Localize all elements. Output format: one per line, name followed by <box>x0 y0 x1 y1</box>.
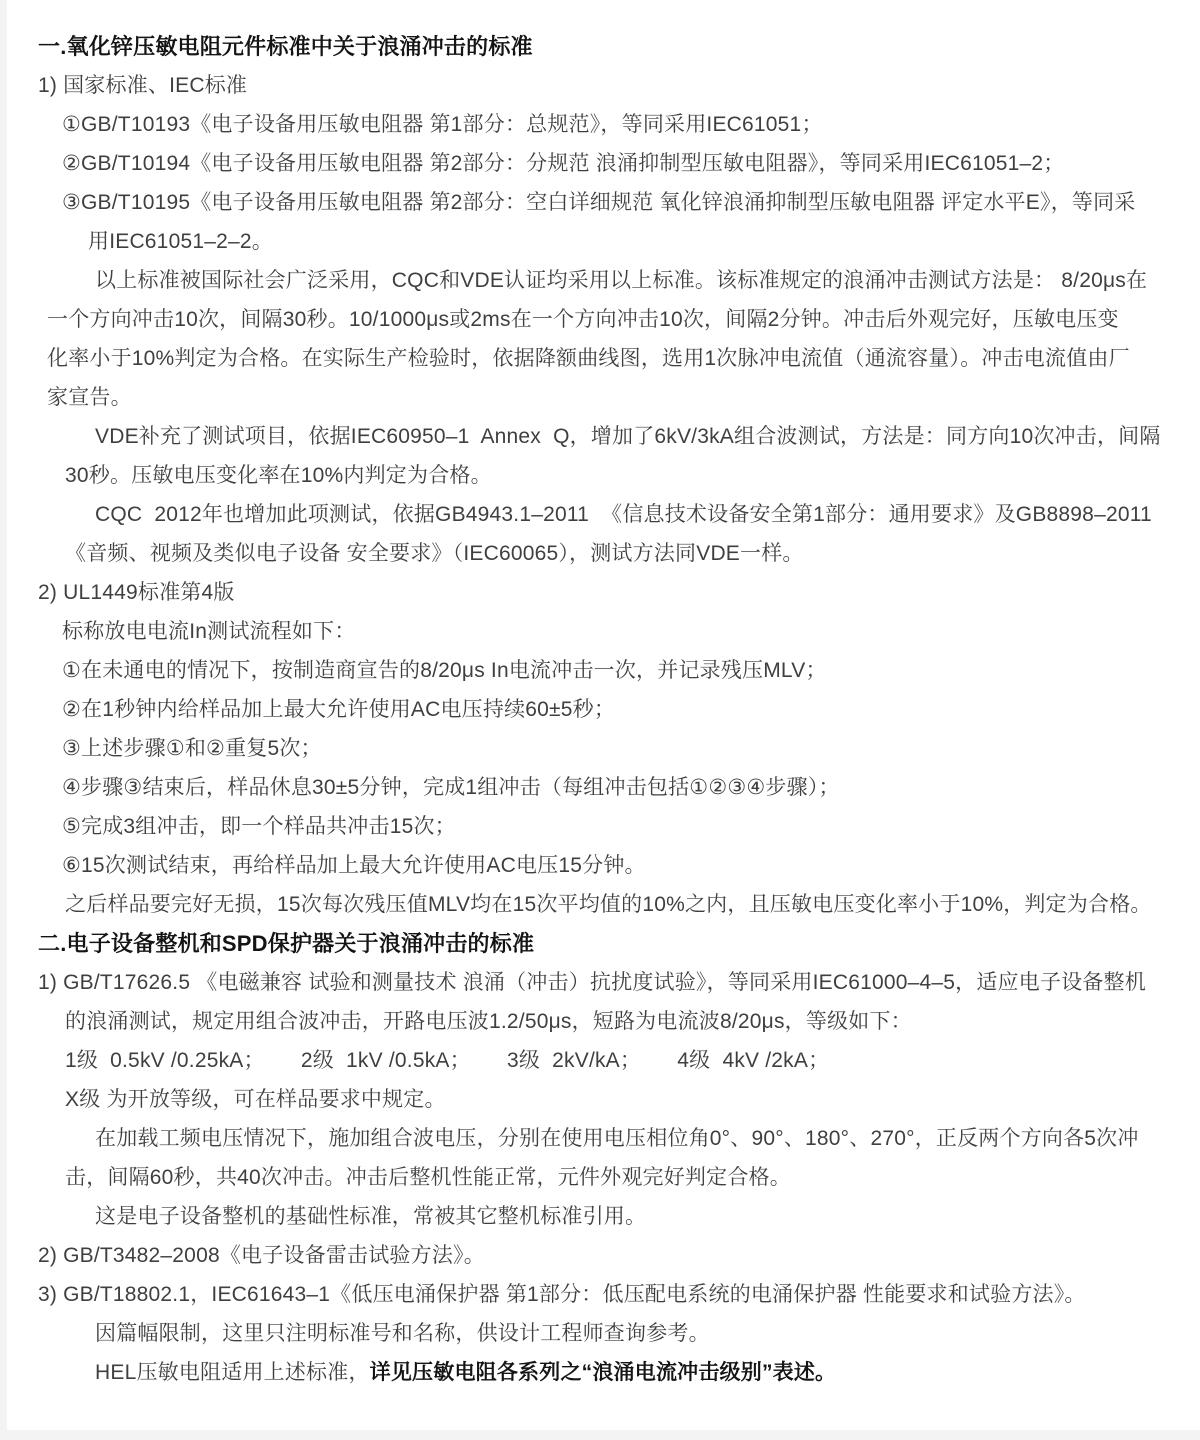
list-item-1-gbt17626: 1) GB/T17626.5 《电磁兼容 试验和测量技术 浪涌（冲击）抗扰度试验》，等同采用IEC61000–4–5，适应电子设备整机 <box>38 971 1146 994</box>
list-item-1-national-iec: 1) 国家标准、IEC标准 <box>38 74 248 97</box>
text-line: X级 为开放等级，可在样品要求中规定。 <box>65 1088 446 1111</box>
text-line: ②在1秒钟内给样品加上最大允许使用AC电压持续60±5秒； <box>62 698 616 721</box>
closing-line <box>95 1353 1170 1392</box>
closing-line-bold: 详见压敏电阻各系列之“浪涌电流冲击级别”表述。 <box>369 1361 837 1384</box>
text-line: 化率小于10%判定为合格。在实际生产检验时，依据降额曲线图，选用1次脉冲电流值（通流容量）。冲击电流值由厂 <box>47 347 1130 370</box>
text-line: 之后样品要完好无损，15次每次残压值MLV均在15次平均值的10%之内，且压敏电压变化率小于10%，判定为合格。 <box>65 893 1152 916</box>
section-1-heading: 一.氧化锌压敏电阻元件标准中关于浪涌冲击的标准 <box>38 34 533 59</box>
text-line: 以上标准被国际社会广泛采用，CQC和VDE认证均采用以上标准。该标准规定的浪涌冲击测试方法是： 8/20μs在 <box>95 269 1148 292</box>
text-line: ③上述步骤①和②重复5次； <box>62 737 322 760</box>
text-line: 击，间隔60秒，共40次冲击。冲击后整机性能正常，元件外观完好判定合格。 <box>65 1166 791 1189</box>
list-item-2-gbt3482: 2) GB/T3482–2008《电子设备雷击试验方法》。 <box>38 1244 485 1267</box>
list-item-2-ul1449: 2) UL1449标准第4版 <box>38 581 235 604</box>
text-line: ④步骤③结束后，样品休息30±5分钟，完成1组冲击（每组冲击包括①②③④步骤）； <box>62 776 840 799</box>
page-edge-bottom <box>0 1430 1200 1440</box>
text-line: 因篇幅限制，这里只注明标准号和名称，供设计工程师查询参考。 <box>95 1322 710 1345</box>
text-line: 标称放电电流In测试流程如下： <box>62 620 356 643</box>
text-line: 用IEC61051–2–2。 <box>88 230 273 253</box>
closing-line-regular: HEL压敏电阻适用上述标准， <box>95 1361 370 1384</box>
text-line: 一个方向冲击10次，间隔30秒。10/1000μs或2ms在一个方向冲击10次，间隔2分钟。冲击后外观完好，压敏电压变 <box>47 308 1119 331</box>
surge-levels-line: 1级 0.5kV /0.25kA； 2级 1kV /0.5kA； 3级 2kV/kA； 4级 4kV /2kA； <box>65 1049 830 1072</box>
text-line: 的浪涌测试，规定用组合波冲击，开路电压波1.2/50μs，短路为电流波8/20μs，等级如下： <box>65 1010 912 1033</box>
text-line: ②GB/T10194《电子设备用压敏电阻器 第2部分：分规范 浪涌抑制型压敏电阻器》，等同采用IEC61051–2； <box>62 152 1065 175</box>
text-line: ⑤完成3组冲击，即一个样品共冲击15次； <box>62 815 456 838</box>
text-line: ⑥15次测试结束，再给样品加上最大允许使用AC电压15分钟。 <box>62 854 646 877</box>
section-2-heading: 二.电子设备整机和SPD保护器关于浪涌冲击的标准 <box>38 931 535 956</box>
text-line: 30秒。压敏电压变化率在10%内判定为合格。 <box>65 464 492 487</box>
text-line: ③GB/T10195《电子设备用压敏电阻器 第2部分：空白详细规范 氧化锌浪涌抑制型压敏电阻器 评定水平E》，等同采 <box>62 191 1136 214</box>
text-line: 家宣告。 <box>47 386 132 409</box>
text-line: 在加载工频电压情况下，施加组合波电压，分别在使用电压相位角0°、90°、180°、270°，正反两个方向各5次冲 <box>95 1127 1139 1150</box>
text-line: 这是电子设备整机的基础性标准，常被其它整机标准引用。 <box>95 1205 647 1228</box>
page-edge-left <box>0 0 7 1440</box>
text-line: VDE补充了测试项目，依据IEC60950–1 Annex Q，增加了6kV/3kA组合波测试，方法是：同方向10次冲击，间隔 <box>95 425 1161 448</box>
text-line: CQC 2012年也增加此项测试，依据GB4943.1–2011 《信息技术设备安全第1部分：通用要求》及GB8898–2011 <box>95 503 1152 526</box>
list-item-3-gbt18802: 3) GB/T18802.1，IEC61643–1《低压电涌保护器 第1部分：低压配电系统的电涌保护器 性能要求和试验方法》。 <box>38 1283 1086 1306</box>
text-line: 《音频、视频及类似电子设备 安全要求》（IEC60065），测试方法同VDE一样。 <box>65 542 804 565</box>
text-line: ①在未通电的情况下，按制造商宣告的8/20μs In电流冲击一次，并记录残压MLV； <box>62 659 827 682</box>
text-line: ①GB/T10193《电子设备用压敏电阻器 第1部分：总规范》，等同采用IEC61051； <box>62 113 823 136</box>
